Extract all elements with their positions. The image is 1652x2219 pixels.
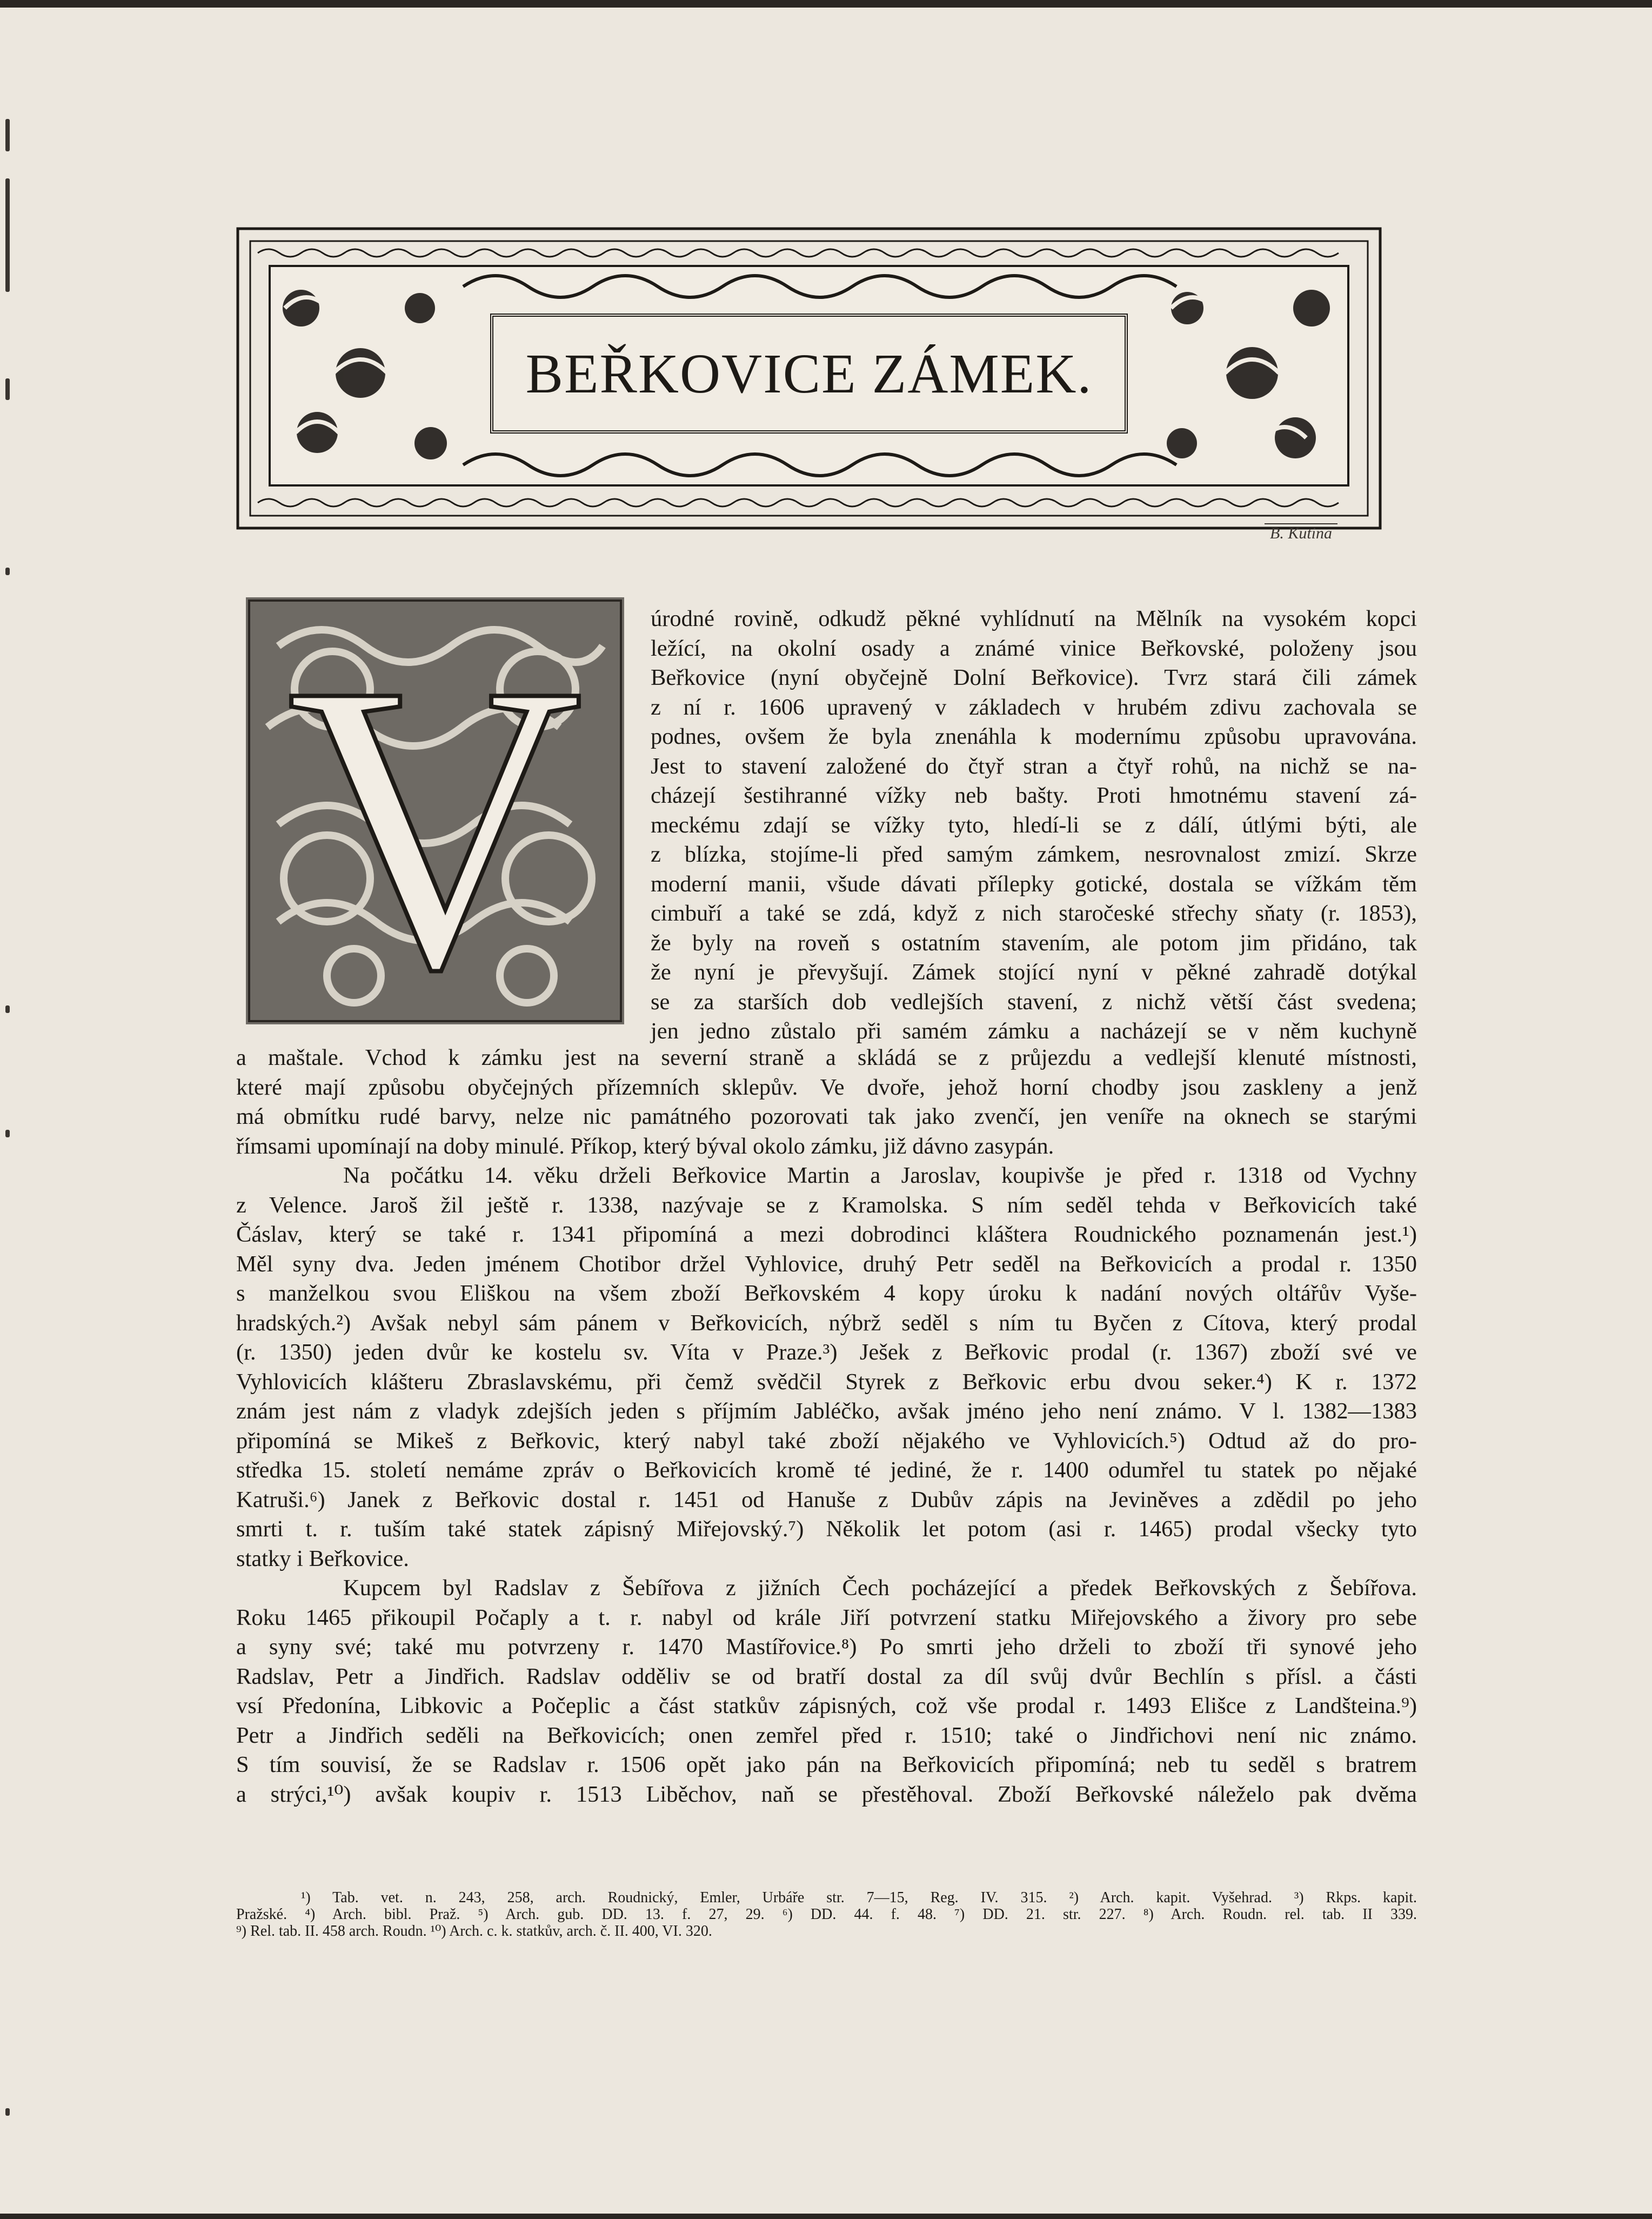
text-line: Měl syny dva. Jeden jménem Chotibor držel Vyhlovice, druhý Petr seděl na Beřkovicích a prodal r. 1350 [236, 1251, 1417, 1277]
text-line: ležící, na okolní osady a známé vinice Beřkovské, položeny jsou [651, 635, 1417, 661]
text-line: hradských.²) Avšak nebyl sám pánem v Beřkovicích, nýbrž seděl s ním tu Byčen z Cítova, který prodal [236, 1310, 1417, 1336]
text-line: znám jest nám z vladyk zdejších jeden s příjmím Jabléčko, avšak jméno jeho není známo. V l. 1382—1383 [236, 1398, 1417, 1424]
text-line: s manželkou svou Eliškou na všem zboží Beřkovském 4 kopy úroku k nadání nových oltářův Vyše- [236, 1281, 1417, 1306]
text-line: jen jedno zůstalo při samém zámku a nacházejí se v něm kuchyně [651, 1018, 1417, 1044]
footnote-line: ⁹) Rel. tab. II. 458 arch. Roudn. ¹⁰) Arch. c. k. statkův, arch. č. II. 400, VI. 320. [236, 1923, 712, 1940]
intro-paragraph [651, 604, 1417, 1047]
binding-marks [0, 0, 22, 2219]
text-line: (r. 1350) jeden dvůr ke kostelu sv. Víta v Praze.³) Ješek z Beřkovic prodal (r. 1367) zboží své ve [236, 1340, 1417, 1365]
text-line: Katruši.⁶) Janek z Beřkovic dostal r. 1451 od Hanuše z Dubův zápis na Jeviněves a zdědil po jeho [236, 1487, 1417, 1512]
svg-text:V: V [286, 599, 584, 1024]
text-line: římsami upomínají na doby minulé. Příkop, který býval okolo zámku, již dávno zasypán. [236, 1133, 1054, 1159]
text-line: se za starších dob vedlejších stavení, z nichž větší část svedena; [651, 989, 1417, 1015]
text-line: cházejí šestihranné vížky neb bašty. Proti hmotnému stavení zá- [651, 783, 1417, 808]
page-bottom-edge [0, 2214, 1652, 2219]
text-line: středka 15. století nemáme zpráv o Beřkovicích kromě té jediné, že r. 1400 odumřel tu statek po nějaké [236, 1457, 1417, 1483]
text-line: Beřkovice (nyní obyčejně Dolní Beřkovice). Tvrz stará čili zámek [651, 665, 1417, 690]
text-line: Petr a Jindřich seděli na Beřkovicích; onen zemřel před r. 1510; také o Jindřichovi není nic známo. [236, 1722, 1417, 1748]
text-line: smrti t. r. tuším také statek zápisný Miřejovský.⁷) Několik let potom (asi r. 1465) prodal všecky tyto [236, 1516, 1417, 1542]
text-line: Na počátku 14. věku drželi Beřkovice Martin a Jaroslav, koupivše je před r. 1318 od Vychny [343, 1163, 1417, 1188]
text-line: S tím souvisí, že se Radslav r. 1506 opět jako pán na Beřkovicích připomíná; neb tu seděl s bratrem [236, 1752, 1417, 1777]
decorated-initial [246, 597, 624, 1024]
page-title: BEŘKOVICE ZÁMEK. [525, 342, 1093, 405]
text-line: úrodné rovině, odkudž pěkné vyhlídnutí na Mělník na vysokém kopci [651, 606, 1417, 631]
text-line: cimbuří a také se zdá, když z nich staročeské střechy sňaty (r. 1853), [651, 901, 1417, 926]
footnotes [236, 1889, 1417, 1940]
text-line: z Velence. Jaroš žil ještě r. 1338, nazývaje se z Kramolska. S ním seděl tehda v Beřkovicích také [236, 1192, 1417, 1218]
text-line: a strýci,¹⁰) avšak koupiv r. 1513 Liběchov, naň se přestěhoval. Zboží Beřkovské náleželo pak dvěma [236, 1781, 1417, 1807]
artist-signature: B. Kutina [1265, 523, 1337, 543]
ornamental-header [236, 227, 1382, 530]
body-text [236, 1043, 1417, 1809]
footnote-line: Pražské. ⁴) Arch. bibl. Praž. ⁵) Arch. gub. DD. 13. f. 27, 29. ⁶) DD. 44. f. 48. ⁷) DD. 21. str. 227. ⁸) Arch. Roudn. rel. tab. II 339. [236, 1906, 1417, 1923]
text-line: z ní r. 1606 upravený v základech v hrubém zdivu zachovala se [651, 694, 1417, 720]
footnote-line: ¹) Tab. vet. n. 243, 258, arch. Roudnický, Emler, Urbáře str. 7—15, Reg. IV. 315. ²) Arch. kapit. Vyšehrad. ³) Rkps. kapit. [301, 1889, 1417, 1906]
text-line: Jest to stavení založené do čtyř stran a čtyř rohů, na nichž se na- [651, 753, 1417, 779]
text-line: má obmítku rudé barvy, nelze nic památného pozorovati tak jako zvenčí, jen veníře na oknech se starými [236, 1104, 1417, 1129]
text-line: že nyní je převyšují. Zámek stojící nyní v pěkné zahradě dotýkal [651, 959, 1417, 985]
text-line: meckému zdají se vížky tyto, hledí-li se z dálí, útlými býti, ale [651, 812, 1417, 838]
text-line: Vyhlovicích klášteru Zbraslavskému, při čemž svědčil Styrek z Beřkovic erbu dvou seker.⁴) K r. 1372 [236, 1369, 1417, 1395]
text-line: z blízka, stojíme-li před samým zámkem, nesrovnalost zmizí. Skrze [651, 842, 1417, 867]
text-line: že byly na roveň s ostatním stavením, ale potom jim přidáno, tak [651, 930, 1417, 956]
text-line: a maštale. Vchod k zámku jest na severní straně a skládá se z průjezdu a vedlejší klenuté místnosti, [236, 1045, 1417, 1070]
text-line: připomíná se Mikeš z Beřkovic, který nabyl také zboží nějakého ve Vyhlovicích.⁵) Odtud až do pro- [236, 1428, 1417, 1454]
text-line: vsí Předonína, Libkovic a Počeplic a část statkův zápisných, což vše prodal r. 1493 Elišce z Landšteina.⁹) [236, 1693, 1417, 1718]
title-box [490, 314, 1128, 434]
text-line: podnes, ovšem že byla znenáhla k modernímu způsobu upravována. [651, 724, 1417, 749]
text-line: Čáslav, který se také r. 1341 připomíná a mezi dobrodinci kláštera Roudnického poznamenán jest.¹) [236, 1222, 1417, 1247]
text-line: které mají způsobu obyčejných přízemních sklepův. Ve dvoře, jehož horní chodby jsou zaskleny a jenž [236, 1074, 1417, 1100]
text-line: Roku 1465 přikoupil Počaply a t. r. nabyl od krále Jiří potvrzení statku Miřejovského a živory pro sebe [236, 1604, 1417, 1630]
text-line: Kupcem byl Radslav z Šebířova z jižních Čech pocházející a předek Beřkovských z Šebířova. [343, 1575, 1417, 1601]
initial-letter-icon [246, 597, 624, 1024]
page-top-edge [0, 0, 1652, 8]
text-line: statky i Beřkovice. [236, 1545, 409, 1571]
text-line: Radslav, Petr a Jindřich. Radslav odděliv se od bratří dostal za díl svůj dvůr Bechlín s přísl. a části [236, 1663, 1417, 1689]
text-line: a syny své; také mu potvrzeny r. 1470 Mastířovice.⁸) Po smrti jeho drželi to zboží tři synové jeho [236, 1634, 1417, 1660]
text-line: moderní manii, všude dávati přílepky gotické, dostala se vížkám těm [651, 871, 1417, 897]
